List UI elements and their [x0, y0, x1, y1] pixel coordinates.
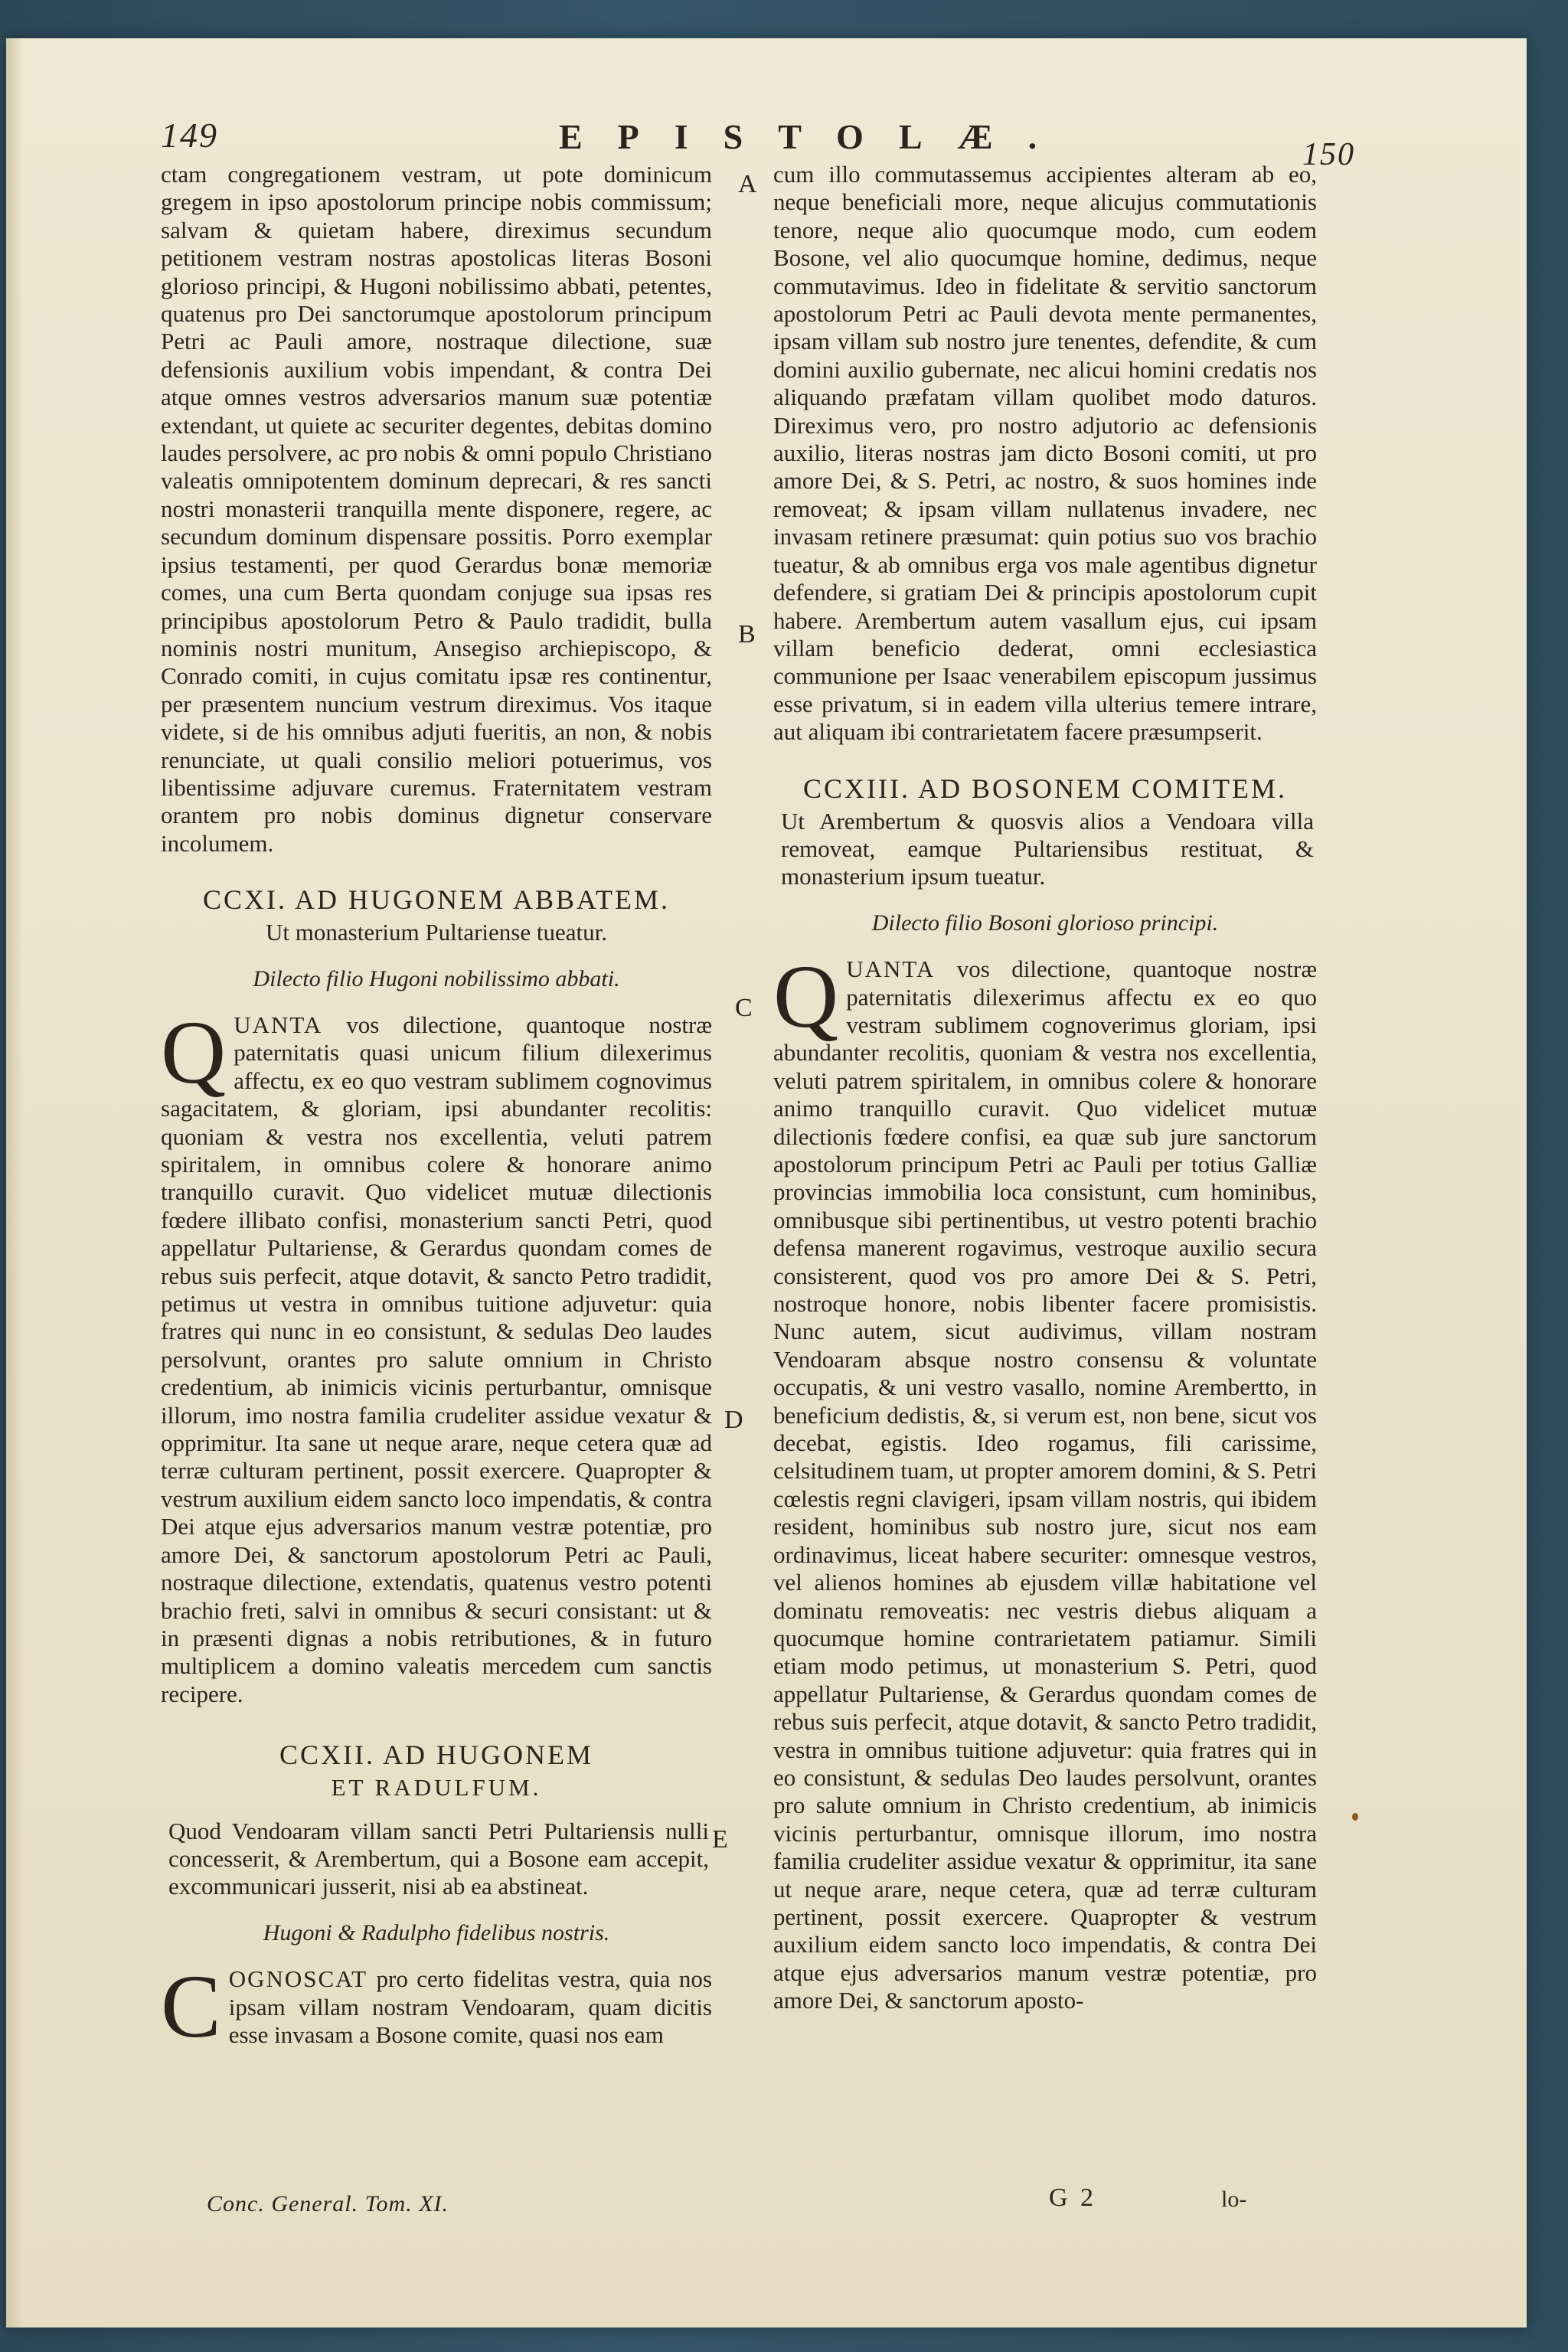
- right-column: [773, 161, 1317, 2015]
- margin-letter-b: B: [738, 620, 756, 648]
- letter-213-salutation: Dilecto filio Bosoni glorioso principi.: [871, 910, 1219, 936]
- letter-213-heading: CCXIII. AD BOSONEM COMITEM.: [802, 773, 1288, 804]
- letter-212-text: pro certo fidelitas vestra, quia nos ipsam villam nostram Vendoaram, quam dicitis esse invasam a Bosone comite, quasi nos eam: [228, 1965, 712, 2048]
- letter-212-dropcap: C: [161, 1956, 221, 2057]
- running-head: EPISTOLÆ.: [559, 117, 1073, 156]
- letter-211-heading: CCXI. AD HUGONEM ABBATEM.: [202, 884, 671, 916]
- catchword: lo-: [1221, 2187, 1247, 2212]
- paper-stain: [1352, 1813, 1358, 1821]
- left-opening-text: ctam congregationem vestram, ut pote dominicum gregem in ipso apostolorum principe nobis commissum; salvam & quietam habere, direximus secundum petitionem vestram nostras apostolicas literas Bosoni glorioso principi, & Hugoni nobilissimo abbati, petentes, quatenus pro Dei sanctorumque apostolorum principum Petri ac Pauli amore, nostraque dilectione, suæ defensionis auxilium vobis impendant, & contra Dei atque omnes vestros adversarios manum suæ potentiæ extendant, ut quiete ac securiter degentes, debitas domino laudes persolvere, ac pro nobis & omni populo Christiano valeatis omnipotentem dominum deprecari, & res sancti nostri monasterii tranquilla mente disponere, regere, ac secundum dominum dispensare possitis. Porro exemplar ipsius testamenti, per quod Gerardus bonæ memoriæ comes, una cum Berta quondam conjuge sua ipsas res principibus apostolorum Petro & Paulo tradidit, bulla nominis nostri munitum, Ansegiso archiepiscopo, & Conrado comiti, in cujus comitatu ipsæ res continentur, per præsentem nuncium vestrum direximus. Vos itaque videte, si de his omnibus adjuti fueritis, an non, & nobis renunciate, ut quali consilio meliori potuerimus, vos libentissime adjuvare curemus. Fraternitatem vestram orantem pro nobis dominus dignetur conservare incolumem.: [161, 161, 712, 857]
- letter-211-salutation: Dilecto filio Hugoni nobilissimo abbati.: [253, 965, 620, 991]
- letter-211-summary: Ut monasterium Pultariense tueatur.: [266, 919, 607, 946]
- letter-211-first-word: UANTA: [234, 1011, 323, 1038]
- letter-212-heading-line2: ET RADULFUM.: [331, 1774, 542, 1802]
- letter-212-salutation: Hugoni & Radulpho fidelibus nostris.: [263, 1919, 610, 1945]
- letter-211-text: vos dilectione, quantoque nostræ paternitatis quasi unicum filium dilexerimus affectu, ex eo quo vestram sublimem cognovimus sagacitatem, & gloriam, ipsi abundanter recolitis: quoniam & vestra nos excellentia, veluti patrem spiritalem, in omnibus colere & honorare animo tranquillo curavit. Quo videlicet mutuæ dilectionis fœdere illibato confisi, monasterium sancti Petri, quod appellatur Pultariense, & Gerardus quondam comes de rebus suis perfecit, atque dotavit, & sancto Petro tradidit, petimus ut vestra in omnibus tuitione adjuvetur: quia fratres qui nunc in eo consistunt, & sedulas Deo laudes persolvunt, orantes pro salute omnium in Christo credentium, ab inimicis vicinis perturbantur, omnisque illorum, imo nostra familia crudeliter assidue vexatur & opprimitur. Ita sane ut neque arare, neque cetera quæ ad terræ culturam pertinent, possit exercere. Quapropter & vestrum auxilium eidem sancto loco impendatis, & contra Dei atque ejus adversarios manum vestræ potentiæ, pro amore Dei, & sanctorum apostolorum Petri ac Pauli, nostraque dilectione, extendatis, quatenus vestro potenti brachio freti, salvi in omnibus & securi consistant: ut & in præsenti dignas a nobis retributiones, & in futuro multiplicem a domino valeatis mercedem cum sanctis recipere.: [161, 1011, 712, 1707]
- page-gutter-shadow: [6, 38, 23, 2328]
- left-page-number: 149: [161, 116, 218, 155]
- margin-letter-c: C: [735, 994, 753, 1022]
- right-opening-text: cum illo commutassemus accipientes alteram ab eo, neque beneficiali more, neque alicujus commutationis tenore, neque alio quocumque modo, cum eodem Bosone, vel alio quocumque homine, dedimus, neque commutavimus. Ideo in fidelitate & servitio sanctorum apostolorum Petri ac Pauli devota mente permanentes, ipsam villam sub nostro jure tenentes, defendite, & cum domini auxilio gubernate, nec alicui homini credatis nos aliquando præfatam villam quolibet modo daturos. Direximus vero, pro nostro adjutorio ac defensionis auxilio, literas nostras jam dicto Bosoni comiti, ut pro amore Dei, & S. Petri, ac nostro, & suos homines inde removeat; & ipsam villam nullatenus invadere, nec invasam retinere præsumat: quin potius suo vos brachio tueatur, & ab omnibus erga vos male agentibus dignetur defendere, si gratiam Dei & principis apostolorum cupit habere. Arembertum autem vasallum ejus, cui ipsam villam beneficio dederat, omni ecclesiastica communione per Isaac venerabilem episcopum jussimus esse privatum, si in eadem villa ulterius temere intrare, aut aliquam ibi contrarietatem facere præsumpserit.: [773, 161, 1317, 746]
- margin-letter-d: D: [724, 1406, 743, 1434]
- letter-212-body: [161, 1956, 712, 2057]
- letter-212-summary: Quod Vendoaram villam sancti Petri Pultariensis nulli concesserit, & Arembertum, qui a Bosone eam accepit, excommunicari jusserit, nisi ab ea abstineat.: [168, 1817, 709, 1900]
- letter-213-body: [773, 946, 1317, 2014]
- letter-212-first-word: OGNOSCAT: [228, 1965, 368, 1993]
- margin-letter-a: A: [738, 170, 757, 198]
- letter-213-dropcap: Q: [773, 946, 839, 1047]
- right-page-number: 150: [1302, 137, 1355, 172]
- letter-213-text: vos dilectione, quantoque nostræ paternitatis dilexerimus affectu ex eo quo vestram sublimem cognoverimus gloriam, ipsi abundanter recolitis, quoniam & vestra nos excellentia, veluti patrem spiritalem, in omnibus colere & honorare animo tranquillo curavit. Quo videlicet mutuæ dilectionis fœdere confisi, ea quæ sub jure sanctorum apostolorum principum Petri ac Pauli per totius Galliæ provincias immobilia loca consistunt, cum hominibus, omnibusque sibi pertinentibus, ut vestro potenti brachio defensa manerent rogavimus, vestroque auxilio secura consisterent, quod vos pro amore Dei & S. Petri, nostroque honore, nobis libenter facere promisistis. Nunc autem, sicut audivimus, villam nostram Vendoaram absque nostro consensu & voluntate occupatis, & uni vestro vasallo, nomine Arembertto, in beneficium dedistis, &, si verum est, non bene, sicut vos decebat, egistis. Ideo rogamus, fili carissime, celsitudinem tuam, ut propter amorem domini, & S. Petri cœlestis regni clavigeri, ipsam villam nostris, qui ibidem resident, hominibus sub nostro jure, sicut nos eam ordinavimus, liceat habere securiter: omnesque vestros, vel alienos homines ab ejusdem villæ habitatione vel dominatu removeatis: nec vestris diebus aliquam a quocumque homine contrarietatem patiamur. Simili etiam modo petimus, ut monasterium S. Petri, quod appellatur Pultariense, & Gerardus quondam comes de rebus suis perfecit, atque dotavit, & sancto Petro tradidit, vestra in omnibus tuitione adjuvetur: quia fratres qui in eo consistunt, & sedulas Deo laudes persolvunt, orantes pro salute omnium in Christo credentium, ab inimicis vicinis perturbantur, omnisque illorum, imo nostra familia crudeliter assidue vexatur & opprimitur, ita sane ut neque arare, neque cetera, quæ ad terræ culturam pertinent, possit exercere. Quapropter & vestrum auxilium eidem sancto loco impendatis, & contra Dei atque ejus adversarios manum vestræ potentiæ, pro amore Dei, & sanctorum aposto-: [773, 956, 1317, 2014]
- letter-212-heading: CCXII. AD HUGONEM: [279, 1740, 593, 1771]
- signature-mark: G 2: [1049, 2184, 1097, 2212]
- footer-volume-reference: Conc. General. Tom. XI.: [207, 2191, 449, 2216]
- letter-213-summary: Ut Arembertum & quosvis alios a Vendoara villa removeat, eamque Pultariensibus restituat, & monasterium ipsum tueatur.: [781, 807, 1314, 890]
- margin-letter-e: E: [712, 1825, 728, 1854]
- left-column: [161, 161, 712, 2057]
- letter-213-first-word: UANTA: [846, 956, 936, 983]
- letter-211-dropcap: Q: [161, 1001, 227, 1102]
- letter-211-body: [161, 1001, 712, 1708]
